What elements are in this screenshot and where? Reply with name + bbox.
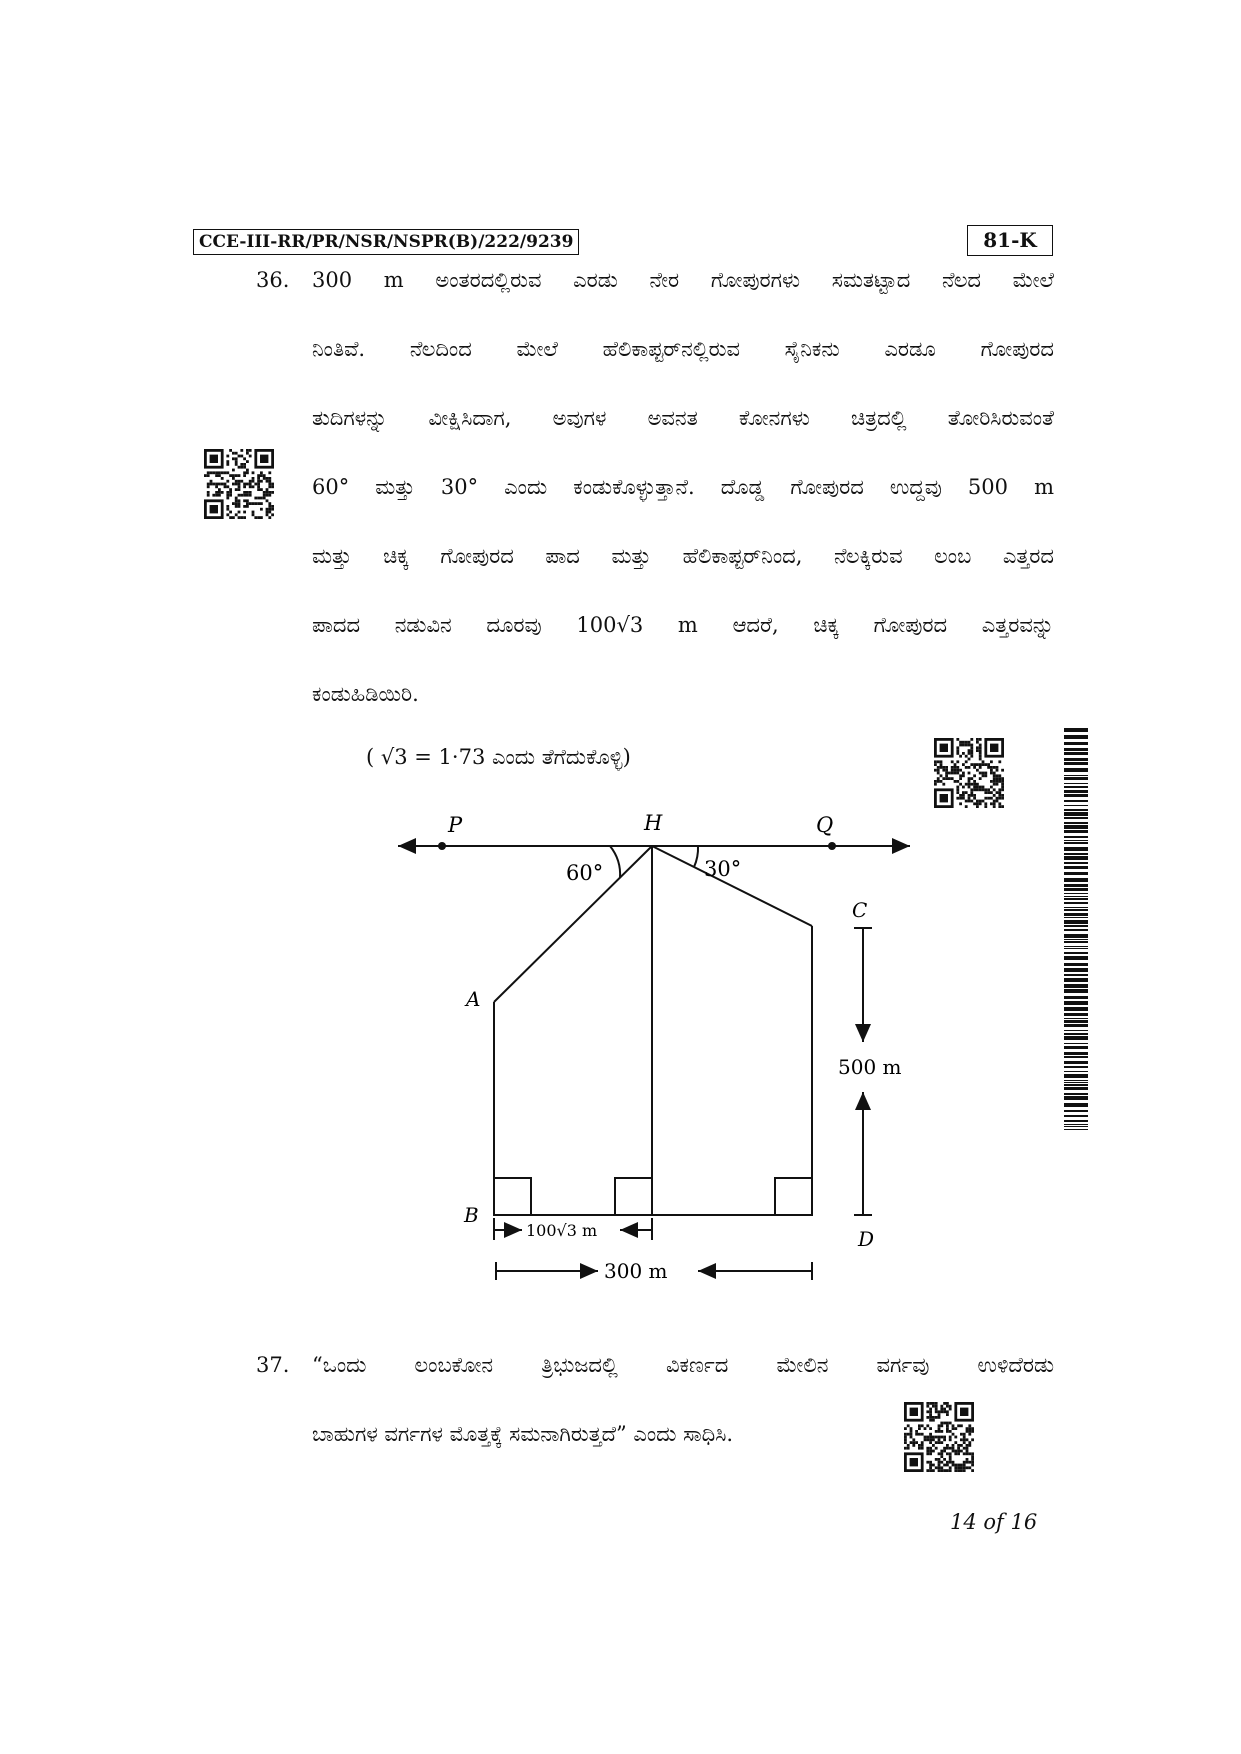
- qr-code-icon: [934, 738, 1004, 808]
- angle-30-label: 30°: [704, 857, 742, 881]
- question-37-line-2: ಬಾಹುಗಳ ವರ್ಗಗಳ ಮೊತ್ತಕ್ಕೆ ಸಮನಾಗಿರುತ್ತದೆ” ಎಂದು ಸಾಧಿಸಿ.: [312, 1422, 734, 1446]
- question-36-line-1: 300 m ಅಂತರದಲ್ಲಿರುವ ಎರಡು ನೇರ ಗೋಪುರಗಳು ಸಮತಟ್ಟಾದ ನೆಲದ ಮೇಲೆ: [312, 268, 1054, 292]
- label-a: A: [466, 987, 481, 1011]
- question-36-line-4: 60° ಮತ್ತು 30° ಎಂದು ಕಂಡುಕೊಳ್ಳುತ್ತಾನೆ. ದೊಡ್ಡ ಗೋಪುರದ ಉದ್ದವು 500 m: [312, 475, 1054, 499]
- angle-arc-30: [694, 846, 698, 867]
- question-37-line-1: “ಒಂದು ಲಂಬಕೋನ ತ್ರಿಭುಜದಲ್ಲಿ ವಿಕರ್ಣದ ಮೇಲಿನ ವರ್ಗವು ಉಳಿದೆರಡು: [312, 1353, 1054, 1377]
- right-angle-b: [494, 1178, 531, 1215]
- question-36-line-3: ತುದಿಗಳನ್ನು ವೀಕ್ಷಿಸಿದಾಗ, ಅವುಗಳ ಅವನತ ಕೋನಗಳು ಚಿತ್ರದಲ್ಲಿ ತೋರಿಸಿರುವಂತೆ: [312, 406, 1054, 430]
- right-angle-d: [775, 1178, 812, 1215]
- total-distance-label: 300 m: [604, 1259, 668, 1283]
- point-q-dot: [828, 842, 836, 850]
- question-36-line-7: ಕಂಡುಹಿಡಿಯಿರಿ.: [312, 682, 419, 706]
- label-d: D: [858, 1227, 875, 1251]
- sqrt-note: ( √3 = 1·73 ಎಂದು ತೆಗೆದುಕೊಳ್ಳಿ): [366, 745, 631, 769]
- page-number: 14 of 16: [950, 1510, 1038, 1534]
- question-36-line-5: ಮತ್ತು ಚಿಕ್ಕ ಗೋಪುರದ ಪಾದ ಮತ್ತು ಹೆಲಿಕಾಪ್ಟರ್‌ನಿಂದ, ನೆಲಕ್ಕಿರುವ ಲಂಬ ಎತ್ತರದ: [312, 544, 1054, 568]
- angle-arc-60: [610, 846, 620, 878]
- label-h: H: [644, 811, 663, 835]
- label-c: C: [852, 898, 868, 922]
- qr-code-icon: [204, 449, 274, 519]
- question-36-number: 36.: [256, 268, 290, 292]
- subject-code: 81-K: [967, 225, 1053, 256]
- point-p-dot: [438, 842, 446, 850]
- qr-code-icon: [904, 1402, 974, 1472]
- label-p: P: [448, 813, 463, 837]
- angle-60-label: 60°: [566, 861, 604, 885]
- towers-diagram: [380, 810, 940, 1290]
- right-angle-foot: [615, 1178, 652, 1215]
- paper-code: CCE-III-RR/PR/NSR/NSPR(B)/222/9239: [193, 229, 579, 255]
- height-label: 500 m: [838, 1055, 902, 1079]
- question-36-line-2: ನಿಂತಿವೆ. ನೆಲದಿಂದ ಮೇಲೆ ಹೆಲಿಕಾಪ್ಟರ್‌ನಲ್ಲಿರುವ ಸೈನಿಕನು ಎರಡೂ ಗೋಪುರದ: [312, 337, 1054, 361]
- label-b: B: [464, 1203, 479, 1227]
- question-36-line-6: ಪಾದದ ನಡುವಿನ ದೂರವು 100√3 m ಆದರೆ, ಚಿಕ್ಕ ಗೋಪುರದ ಎತ್ತರವನ್ನು: [312, 613, 1054, 637]
- question-37-number: 37.: [256, 1353, 290, 1377]
- label-q: Q: [816, 813, 834, 837]
- barcode-icon: [1064, 728, 1088, 1130]
- small-distance-label: 100√3 m: [526, 1221, 598, 1240]
